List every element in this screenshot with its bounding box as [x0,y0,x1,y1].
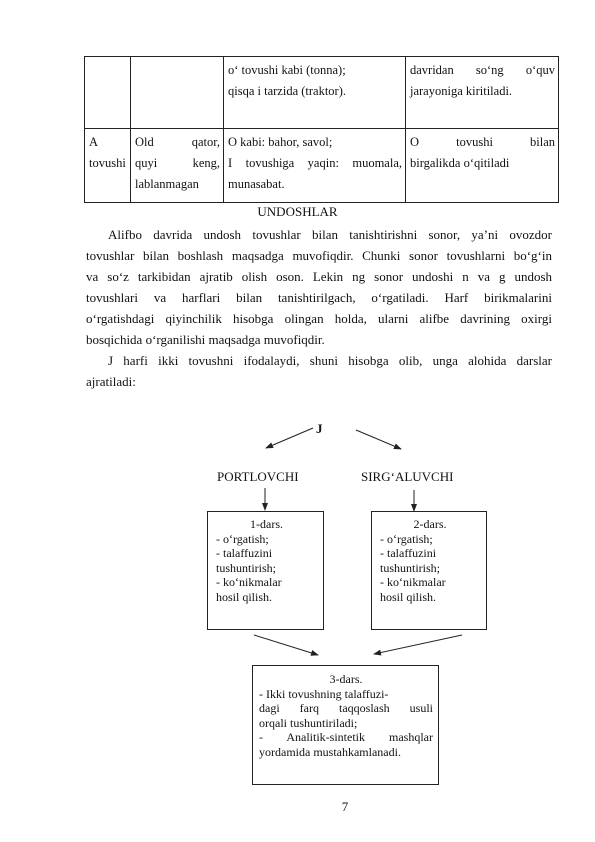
box-title: 1-dars. [250,517,283,531]
cell-line: A [89,135,99,149]
cell-line: davridan so‘ng o‘quv [410,63,555,77]
cell-line: lablanmagan [135,177,199,191]
box-title: 3-dars. [329,672,363,686]
text-line: va so‘z tarkibidan ajratib olish oson. Lekin ng sonor undoshi n va g undosh [86,269,552,284]
cell-line: I tovushiga yaqin: muomala, [228,156,402,170]
text-line: bosqichida o‘rganilishi maqsadga muvofiqdir. [86,332,325,347]
box-line: dagi farq taqqoslash usuli [259,701,433,715]
box-line: yordamida mustahkamlanadi. [259,744,401,759]
text-line: Alifbo davrida undosh tovushlar bilan tanishtirishni sonor, ya’ni ovozdor [108,227,552,242]
page-number: 7 [341,799,349,814]
box-line: - talaffuzini [380,546,437,560]
box-line: - talaffuzini [216,546,273,560]
box-line: tushuntirish; [380,560,441,575]
box-line: - ko‘nikmalar [216,575,282,589]
cell-line: birgalikda o‘qitiladi [410,156,510,170]
cell-line: O tovushi bilan [410,135,555,149]
cell-line: o‘ tovushi kabi (tonna); [228,63,346,77]
box-title: 2-dars. [413,517,447,531]
cell-line: munasabat. [228,177,285,191]
cell-line: tovushi [89,156,126,170]
box-line: - ko‘nikmalar [380,575,446,589]
cell-line: jarayoniga kiritiladi. [410,84,513,98]
cell-line: O kabi: bahor, savol; [228,135,333,149]
portlovchi-label: PORTLOVCHI [217,469,299,484]
box-line: hosil qilish. [216,589,273,604]
text-line: J harfi ikki tovushni ifodalaydi, shuni hisobga olib, unga alohida darslar [108,353,552,368]
cell-line: qisqa i tarzida (traktor). [228,84,347,98]
arrow-to-sirgaluvchi [356,430,401,449]
box-line: - o‘rgatish; [380,531,433,546]
box-line: - Analitik-sintetik mashqlar [259,730,433,744]
text-line: tovushlar bilan boshlash maqsadga muvofiqdir. Chunki sonor tovushlarni bo‘g‘in [86,248,552,263]
box-line: hosil qilish. [380,589,437,604]
lesson-2-box [371,511,487,630]
section-heading: UNDOSHLAR [257,204,338,219]
text-line: o‘rgatishdagi qiyinchilik hisobga olingan holda, ularni alifbe davrining oxirgi [86,311,552,326]
text-line: ajratiladi: [86,374,136,389]
cell-line: Old qator, [135,135,220,149]
arrow-box1-to-box3 [254,635,318,655]
box-line: orqali tushuntiriladi; [259,715,358,730]
box-line: - Ikki tovushning talaffuzi- [259,686,389,701]
lesson-1-box [207,511,324,630]
arrow-to-portlovchi [266,428,313,448]
box-line: tushuntirish; [216,560,277,575]
text-line: tovushlari va harflari bilan tanishtirilgach, o‘rgatiladi. Harf birikmalarini [86,290,552,305]
arrow-box2-to-box3 [374,635,462,654]
cell-line: quyi keng, [135,156,220,170]
diagram-root-letter: J [316,421,323,436]
sirgaluvchi-label: SIRG‘ALUVCHI [361,469,454,484]
lesson-3-box [252,665,439,785]
box-line: - o‘rgatish; [216,531,269,546]
